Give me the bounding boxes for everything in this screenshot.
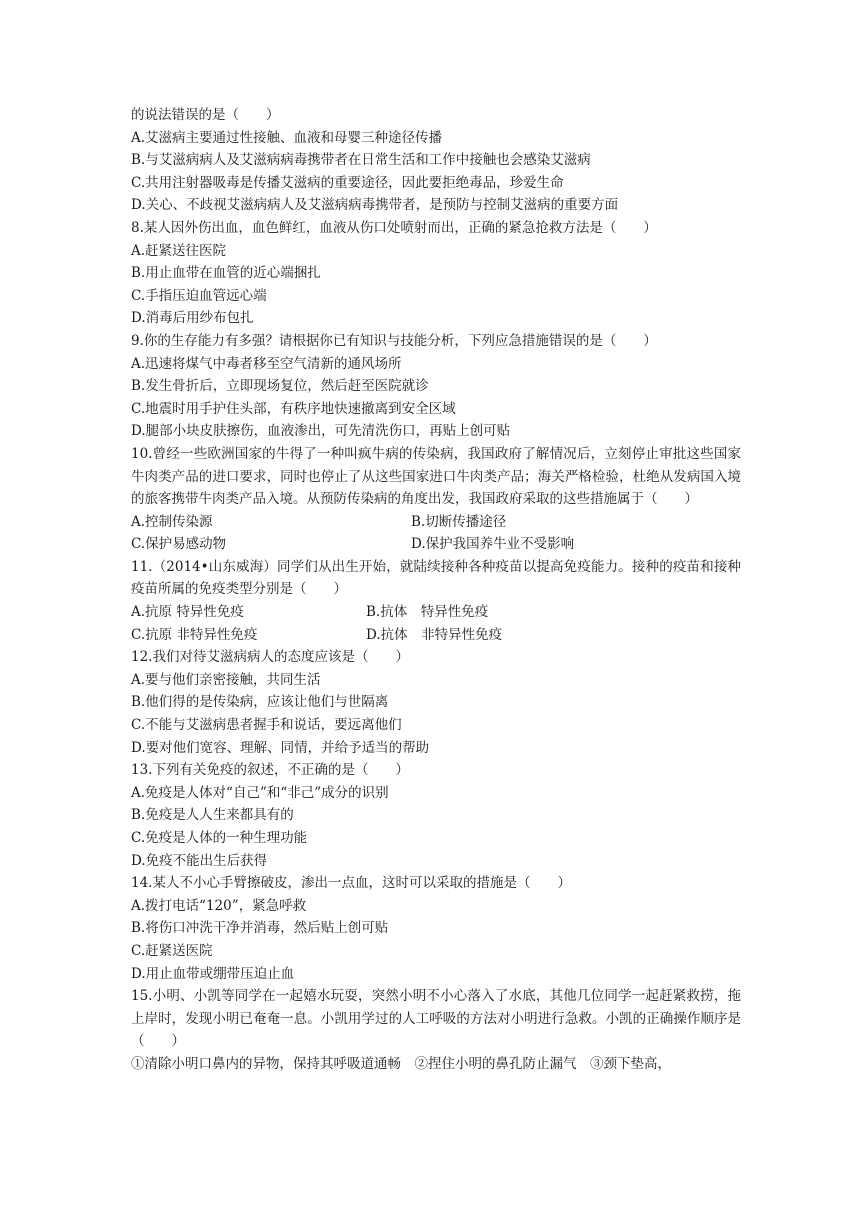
q10-option-a: A.控制传染源 — [131, 513, 213, 530]
q11-options-row-1 — [131, 601, 741, 624]
q12-option-b: B.他们得的是传染病，应该让他们与世隔离 — [131, 694, 389, 711]
q8-option-c: C.手指压迫血管远心端 — [131, 287, 267, 304]
q11-option-d: D.抗体 非特异性免疫 — [366, 626, 503, 643]
q9-option-d: D.腿部小块皮肤擦伤，血液渗出，可先清洗伤口，再贴上创可贴 — [131, 423, 511, 440]
q9-option-c: C.地震时用手护住头部，有秩序地快速撤离到安全区域 — [131, 400, 456, 417]
q10-option-d: D.保护我国养牛业不受影响 — [411, 536, 575, 553]
q12-option-c: C.不能与艾滋病患者握手和说话，要远离他们 — [131, 717, 402, 734]
q13-option-b: B.免疫是人人生来都具有的 — [131, 807, 294, 824]
q13-option-a: A.免疫是人体对“自己”和“非己”成分的识别 — [131, 784, 389, 801]
q12-stem: 12.我们对待艾滋病病人的态度应该是（ ） — [131, 649, 409, 666]
q10-option-b: B.切断传播途径 — [411, 513, 507, 530]
q11-option-c: C.抗原 非特异性免疫 — [131, 626, 258, 643]
q12-option-a: A.要与他们亲密接触，共同生活 — [131, 671, 321, 688]
q10-stem: 10.曾经一些欧洲国家的牛得了一种叫疯牛病的传染病，我国政府了解情况后，立刻停止审批这些国家牛肉类产品的进口要求，同时也停止了从这些国家进口牛肉类产品；海关严格检验，杜绝从发病国入境的旅客携带牛肉类产品入境。从预防传染病的角度出发，我国政府采取的这些措施属于（ ） — [131, 445, 741, 508]
q13-option-d: D.免疫不能出生后获得 — [131, 852, 268, 869]
q11-options-row-2 — [131, 624, 741, 647]
q10-option-c: C.保护易感动物 — [131, 536, 227, 553]
q10-options-row-1 — [131, 511, 741, 534]
q7-option-c: C.共用注射器吸毒是传播艾滋病的重要途径，因此要拒绝毒品，珍爱生命 — [131, 174, 564, 191]
q7-option-b: B.与艾滋病病人及艾滋病病毒携带者在日常生活和工作中接触也会感染艾滋病 — [131, 152, 591, 169]
q8-option-a: A.赶紧送往医院 — [131, 242, 227, 259]
q11-stem: 11.（2014•山东威海）同学们从出生开始，就陆续接种各种疫苗以提高免疫能力。接种的疫苗和接种疫苗所属的免疫类型分别是（ ） — [131, 558, 741, 598]
q14-stem: 14.某人不小心手臂擦破皮，渗出一点血，这时可以采取的措施是（ ） — [131, 875, 571, 892]
q9-option-b: B.发生骨折后，立即现场复位，然后赶至医院就诊 — [131, 378, 429, 395]
q8-stem: 8.某人因外伤出血，血色鲜红，血液从伤口处喷射而出，正确的紧急抢救方法是（ ） — [131, 219, 657, 236]
q9-option-a: A.迅速将煤气中毒者移至空气清新的通风场所 — [131, 355, 402, 372]
question-list — [131, 104, 741, 1076]
q13-option-c: C.免疫是人体的一种生理功能 — [131, 830, 308, 846]
q15-stem: 15.小明、小凯等同学在一起嬉水玩耍，突然小明不小心落入了水底，其他几位同学一起赶紧救捞，拖上岸时，发现小明已奄奄一息。小凯用学过的人工呼吸的方法对小明进行急救。小凯的正确操作顺序是（ ） — [131, 988, 741, 1050]
q8-option-b: B.用止血带在血管的近心端捆扎 — [131, 265, 321, 282]
q14-option-d: D.用止血带或绷带压迫止血 — [131, 965, 295, 982]
q10-options-row-2 — [131, 533, 741, 556]
q9-stem: 9.你的生存能力有多强？请根据你已有知识与技能分析，下列应急措施错误的是（ ） — [131, 332, 657, 349]
q12-option-d: D.要对他们宽容、理解、同情，并给予适当的帮助 — [131, 739, 430, 756]
q11-option-a: A.抗原 特异性免疫 — [131, 604, 244, 621]
q11-option-b: B.抗体 特异性免疫 — [366, 604, 489, 621]
q13-stem: 13.下列有关免疫的叙述，不正确的是（ ） — [131, 762, 409, 779]
q14-option-a: A.拨打电话“120”，紧急呼救 — [131, 897, 307, 914]
q8-option-d: D.消毒后用纱布包扎 — [131, 310, 254, 327]
q7-option-a: A.艾滋病主要通过性接触、血液和母婴三种途径传播 — [131, 129, 443, 146]
q15-steps: ①清除小明口鼻内的异物，保持其呼吸道通畅 ②捏住小明的鼻孔防止漏气 ③颈下垫高， — [131, 1055, 671, 1072]
q7-option-d: D.关心、不歧视艾滋病病人及艾滋病病毒携带者，是预防与控制艾滋病的重要方面 — [131, 197, 619, 214]
q14-option-c: C.赶紧送医院 — [131, 942, 213, 959]
q14-option-b: B.将伤口冲洗干净并消毒，然后贴上创可贴 — [131, 920, 389, 937]
q7-stem: 的说法错误的是（ ） — [131, 107, 280, 123]
